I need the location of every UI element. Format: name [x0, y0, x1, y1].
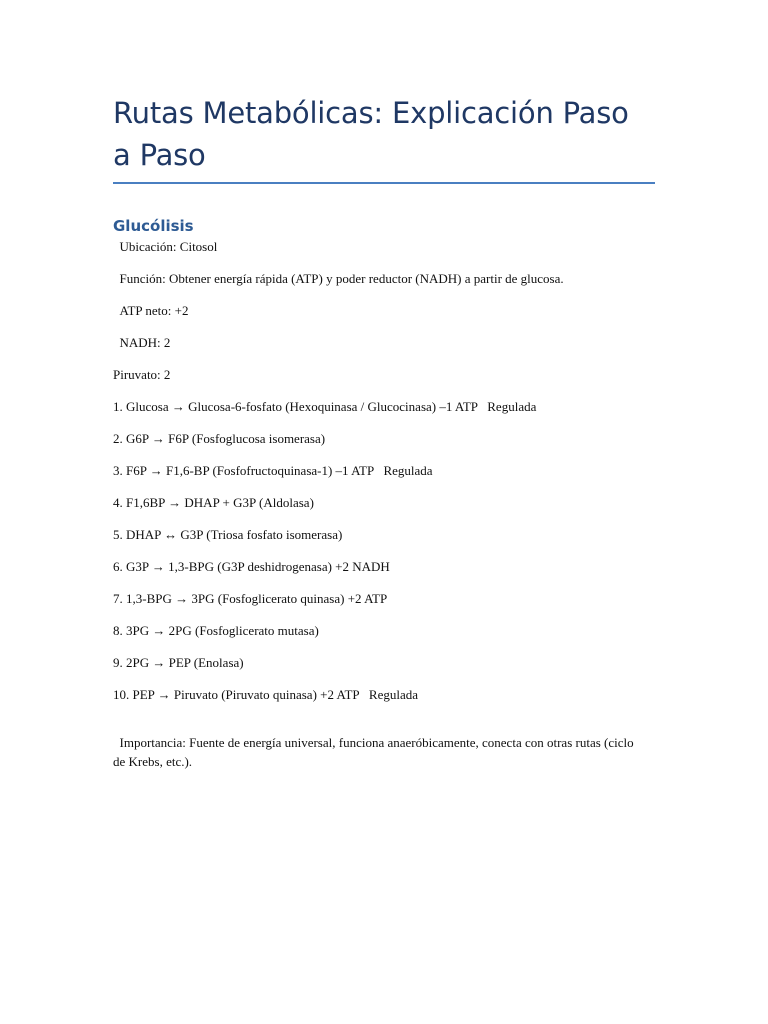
- step-item: 8. 3PG → 2PG (Fosfoglicerato mutasa): [113, 623, 319, 638]
- step-item: 7. 1,3-BPG → 3PG (Fosfoglicerato quinasa) +2 ATP: [113, 591, 388, 606]
- step-item: 2. G6P → F6P (Fosfoglucosa isomerasa): [113, 431, 326, 446]
- info-function: Función: Obtener energía rápida (ATP) y poder reductor (NADH) a partir de glucosa.: [113, 271, 564, 286]
- info-block: [113, 238, 655, 383]
- info-nadh: NADH: 2: [113, 335, 171, 350]
- title-divider: [113, 182, 655, 184]
- info-location: Ubicación: Citosol: [113, 239, 218, 254]
- info-atp-net: ATP neto: +2: [113, 303, 189, 318]
- importance-paragraph: Importancia: Fuente de energía universal, funciona anaeróbicamente, conecta con otras rutas (ciclo de Krebs, etc.).: [113, 735, 637, 769]
- step-item: 3. F6P → F1,6-BP (Fosfofructoquinasa-1) –1 ATP Regulada: [113, 463, 433, 478]
- section-heading: Glucólisis: [113, 217, 194, 235]
- step-item: 4. F1,6BP → DHAP + G3P (Aldolasa): [113, 495, 314, 510]
- step-item: 1. Glucosa → Glucosa-6-fosfato (Hexoquinasa / Glucocinasa) –1 ATP Regulada: [113, 399, 537, 414]
- document-page: [113, 92, 655, 784]
- steps-list: [113, 398, 655, 703]
- info-pyruvate: Piruvato: 2: [113, 367, 171, 382]
- step-item: 9. 2PG → PEP (Enolasa): [113, 655, 244, 670]
- step-item: 5. DHAP ↔ G3P (Triosa fosfato isomerasa): [113, 527, 343, 542]
- step-item: 10. PEP → Piruvato (Piruvato quinasa) +2 ATP Regulada: [113, 687, 418, 702]
- document-title: Rutas Metabólicas: Explicación Paso a Paso: [113, 96, 629, 172]
- step-item: 6. G3P → 1,3-BPG (G3P deshidrogenasa) +2 NADH: [113, 559, 390, 574]
